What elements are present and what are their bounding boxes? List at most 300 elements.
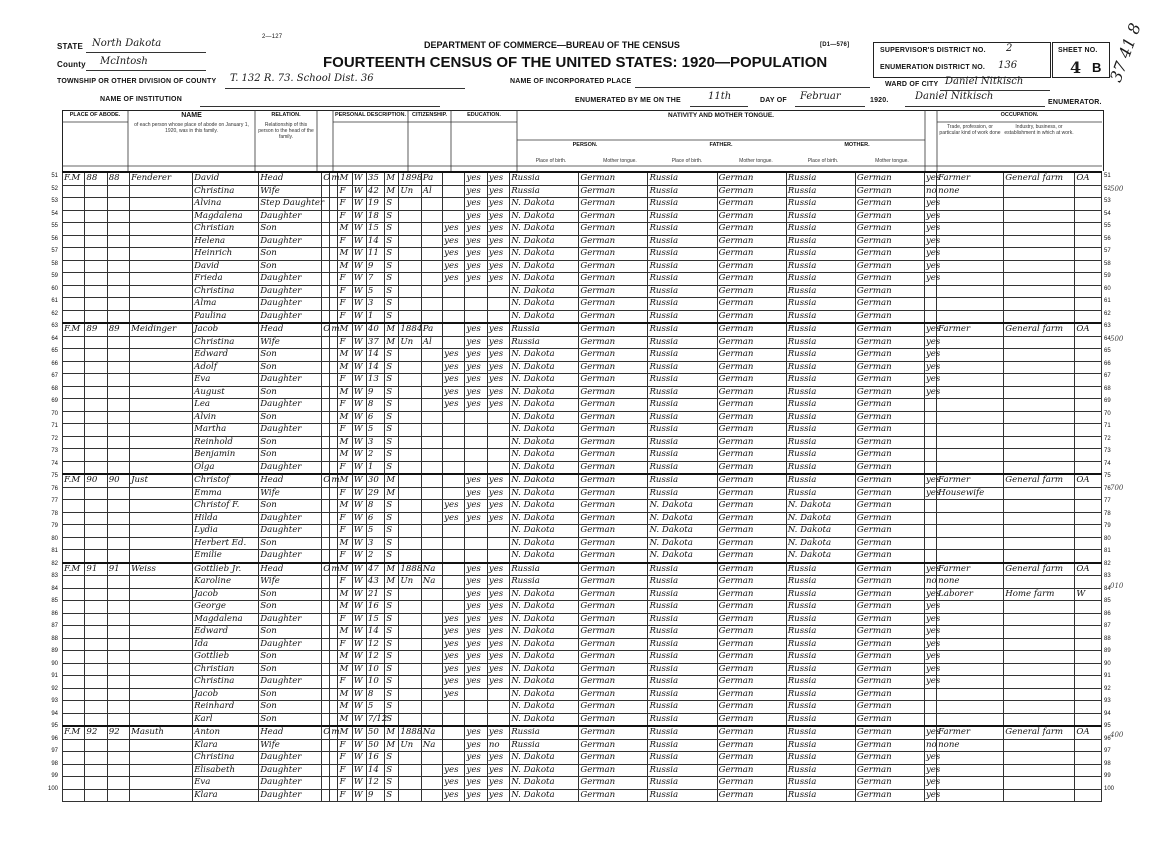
cell-fpob: Russia <box>648 701 717 714</box>
cell-ind: General farm <box>1004 726 1075 739</box>
cell-school <box>443 424 465 437</box>
cell-dwell <box>85 399 107 412</box>
cell-sex: M <box>338 500 352 513</box>
cell-mmt: German <box>855 663 924 676</box>
cell-mpob: N. Dakota <box>786 525 855 538</box>
cell-school <box>443 449 465 462</box>
cell-mar: S <box>385 298 399 311</box>
cell-mar: S <box>385 500 399 513</box>
cell-eng: yes <box>925 663 941 674</box>
cell-ind <box>1004 361 1075 374</box>
cell-mort <box>330 361 338 374</box>
cell-rel: Daughter <box>259 235 322 248</box>
cell-fpob: Russia <box>648 185 717 198</box>
cell-occ <box>937 512 1004 525</box>
cell-mort <box>330 349 338 362</box>
cell-mar: S <box>385 399 399 412</box>
line-number: 61 <box>51 298 58 304</box>
cell-nat <box>421 550 442 563</box>
cell-mt: German <box>579 726 648 739</box>
line-number-right: 75 <box>1104 473 1111 479</box>
cell-own <box>322 777 330 790</box>
cell-given: Jacob <box>193 323 259 336</box>
cell-nat <box>421 601 442 614</box>
cell-mar: S <box>385 777 399 790</box>
cell-school <box>443 198 465 211</box>
cell-eng <box>924 399 936 412</box>
cell-imm <box>399 461 421 474</box>
cell-street <box>63 461 85 474</box>
cell-race: W <box>352 172 366 185</box>
cell-age: 15 <box>366 613 384 626</box>
enumerated-label: ENUMERATED BY ME ON THE <box>575 97 681 104</box>
cell-sex: M <box>338 688 352 701</box>
cell-age: 5 <box>366 285 384 298</box>
cell-occ <box>937 550 1004 563</box>
cell-eng: yes <box>925 349 941 360</box>
cell-cls <box>1075 688 1102 701</box>
cell-write: yes <box>487 323 509 336</box>
cell-occ <box>937 298 1004 311</box>
cell-pob: Russia <box>510 563 579 576</box>
mother-header: MOTHER. <box>844 142 870 148</box>
cell-mort <box>330 601 338 614</box>
cell-dwell: 89 <box>85 323 107 336</box>
cell-pob: N. Dakota <box>510 248 579 261</box>
cell-race: W <box>352 298 366 311</box>
cell-cls <box>1075 764 1102 777</box>
cell-pob: N. Dakota <box>510 310 579 323</box>
cell-occ <box>937 399 1004 412</box>
cell-school: yes <box>443 399 465 412</box>
cell-write: yes <box>487 235 509 248</box>
cell-fmt: German <box>717 248 786 261</box>
cell-mt: German <box>579 537 648 550</box>
cell-mpob: Russia <box>786 701 855 714</box>
cell-fpob: Russia <box>648 449 717 462</box>
cell-street <box>63 550 85 563</box>
cell-mpob: Russia <box>786 752 855 765</box>
cell-own <box>322 676 330 689</box>
cell-imm <box>399 235 421 248</box>
cell-dwell <box>85 512 107 525</box>
cell-read: yes <box>465 500 487 513</box>
cell-sex: F <box>338 461 352 474</box>
line-number: 91 <box>51 673 58 679</box>
cell-imm <box>399 626 421 639</box>
cell-cls <box>1075 361 1102 374</box>
cell-fam <box>107 336 129 349</box>
line-number: 76 <box>51 485 58 492</box>
cell-imm <box>399 601 421 614</box>
cell-dwell <box>85 349 107 362</box>
cell-dwell <box>85 550 107 563</box>
cell-own <box>322 411 330 424</box>
cell-mort <box>330 550 338 563</box>
line-number-right: 77 <box>1104 498 1111 504</box>
cell-imm <box>399 777 421 790</box>
cell-cls <box>1075 235 1102 248</box>
cell-ind <box>1004 310 1075 323</box>
cell-given: Christina <box>193 676 259 689</box>
cell-school <box>443 474 465 487</box>
cell-mar: S <box>385 752 399 765</box>
corner-annotation: 37 41 8 <box>1106 20 1145 85</box>
cell-dwell: 91 <box>85 563 107 576</box>
cell-cls: OA <box>1075 563 1102 576</box>
cell-own <box>322 248 330 261</box>
line-number: 86 <box>51 610 58 617</box>
cell-eng: yes <box>925 198 941 209</box>
line-number: 93 <box>51 698 58 704</box>
cell-nat <box>421 525 442 538</box>
cell-mmt: German <box>855 576 924 589</box>
cell-rel: Daughter <box>259 525 322 538</box>
cell-write: yes <box>487 210 509 223</box>
cell-mort <box>330 461 338 474</box>
cell-fpob: Russia <box>648 172 717 185</box>
cell-mort <box>330 487 338 500</box>
cell-rel: Daughter <box>259 399 322 412</box>
cell-read <box>465 449 487 462</box>
cell-mar: S <box>385 386 399 399</box>
cell-fpob: Russia <box>648 285 717 298</box>
cell-fam <box>107 588 129 601</box>
cell-ind <box>1004 349 1075 362</box>
cell-fmt: German <box>717 273 786 286</box>
cell-mt: German <box>579 399 648 412</box>
cell-sex: F <box>338 487 352 500</box>
cell-age: 5 <box>366 525 384 538</box>
cell-occ <box>937 688 1004 701</box>
cell-surname <box>130 436 193 449</box>
cell-rel: Daughter <box>259 512 322 525</box>
cell-mt: German <box>579 789 648 802</box>
cell-mpob: Russia <box>786 474 855 487</box>
cell-mt: German <box>579 550 648 563</box>
line-number: 68 <box>51 385 58 392</box>
cell-nat <box>421 626 442 639</box>
cell-fpob: Russia <box>648 726 717 739</box>
cell-mpob: Russia <box>786 248 855 261</box>
cell-mmt: German <box>855 260 924 273</box>
cell-mmt: German <box>855 361 924 374</box>
cell-dwell <box>85 198 107 211</box>
relation-header: RELATION. <box>271 112 301 118</box>
cell-surname <box>130 550 193 563</box>
cell-mt: German <box>579 235 648 248</box>
cell-read <box>465 550 487 563</box>
education-header: EDUCATION. <box>467 112 501 118</box>
cell-fmt: German <box>717 676 786 689</box>
cell-occ <box>937 273 1004 286</box>
cell-street <box>63 424 85 437</box>
cell-age: 8 <box>366 500 384 513</box>
cell-fpob: Russia <box>648 210 717 223</box>
cell-rel: Daughter <box>259 777 322 790</box>
cell-given: Christina <box>193 185 259 198</box>
census-title: FOURTEENTH CENSUS OF THE UNITED STATES: 1920—POPULATION <box>323 54 828 71</box>
cell-cls <box>1075 626 1102 639</box>
cell-rel: Head <box>259 323 322 336</box>
cell-read: yes <box>465 487 487 500</box>
cell-rel: Son <box>259 537 322 550</box>
cell-race: W <box>352 764 366 777</box>
cell-mt: German <box>579 374 648 387</box>
cell-own <box>322 500 330 513</box>
cell-pob: N. Dakota <box>510 601 579 614</box>
line-number: 81 <box>51 548 58 554</box>
cell-imm <box>399 550 421 563</box>
cell-mort <box>330 512 338 525</box>
cell-cls <box>1075 273 1102 286</box>
table-row <box>63 411 1102 424</box>
cell-nat <box>421 285 442 298</box>
cell-imm <box>399 424 421 437</box>
cell-imm <box>399 638 421 651</box>
cell-read <box>465 537 487 550</box>
cell-imm: 1888 <box>400 727 423 738</box>
cell-fmt: German <box>717 474 786 487</box>
cell-mort <box>330 626 338 639</box>
cell-mort <box>330 273 338 286</box>
cell-mt: German <box>579 298 648 311</box>
cell-ind <box>1004 688 1075 701</box>
cell-cls <box>1075 210 1102 223</box>
cell-mort <box>330 676 338 689</box>
cell-own <box>322 613 330 626</box>
cell-nat <box>421 436 442 449</box>
table-row <box>63 336 1102 349</box>
cell-ind <box>1004 436 1075 449</box>
cell-mpob: Russia <box>786 638 855 651</box>
trade-header: Trade, profession, or particular kind of work done <box>939 124 1001 136</box>
cell-mt: German <box>579 248 648 261</box>
cell-street <box>63 248 85 261</box>
cell-mpob: Russia <box>786 576 855 589</box>
cell-race: W <box>352 223 366 236</box>
cell-mpob: Russia <box>786 386 855 399</box>
cell-pob: N. Dakota <box>510 298 579 311</box>
cell-rel: Wife <box>259 739 322 752</box>
cell-fpob: Russia <box>648 399 717 412</box>
cell-occ <box>937 461 1004 474</box>
cell-dwell <box>85 223 107 236</box>
cell-age: 5 <box>366 701 384 714</box>
cell-own: O <box>323 173 331 184</box>
line-number-right: 67 <box>1104 373 1111 379</box>
cell-mort <box>330 638 338 651</box>
table-row <box>63 525 1102 538</box>
cell-school <box>443 411 465 424</box>
cell-school: yes <box>443 789 465 802</box>
cell-nat <box>421 789 442 802</box>
cell-given: Christina <box>193 752 259 765</box>
cell-cls: OA <box>1075 726 1102 739</box>
cell-dwell <box>85 436 107 449</box>
personal-header: PERSONAL DESCRIPTION. <box>334 112 407 118</box>
cell-cls <box>1075 336 1102 349</box>
cell-cls <box>1075 601 1102 614</box>
cell-fmt: German <box>717 336 786 349</box>
cell-race: W <box>352 739 366 752</box>
cell-fmt: German <box>717 198 786 211</box>
line-number-right: 85 <box>1104 598 1111 604</box>
cell-write: yes <box>487 663 509 676</box>
cell-mpob: Russia <box>786 613 855 626</box>
cell-age: 10 <box>366 676 384 689</box>
edge-note: 700 <box>1110 484 1124 492</box>
cell-write: yes <box>487 777 509 790</box>
cell-eng <box>924 298 936 311</box>
line-number: 64 <box>51 335 58 342</box>
cell-given: Emilie <box>193 550 259 563</box>
cell-own <box>322 461 330 474</box>
line-number-right: 81 <box>1104 548 1111 554</box>
cell-mmt: German <box>855 588 924 601</box>
cell-ind: General farm <box>1004 563 1075 576</box>
table-row <box>63 777 1102 790</box>
cell-mort <box>330 713 338 726</box>
cell-read: yes <box>465 323 487 336</box>
cell-mmt: German <box>855 399 924 412</box>
cell-age: 3 <box>366 537 384 550</box>
cell-fam <box>107 210 129 223</box>
cell-eng <box>924 285 936 298</box>
cell-mmt: German <box>855 777 924 790</box>
cell-eng <box>924 500 936 513</box>
cell-write <box>487 310 509 323</box>
cell-own <box>322 651 330 664</box>
cell-own <box>322 374 330 387</box>
cell-sex: F <box>338 638 352 651</box>
cell-fam <box>107 223 129 236</box>
cell-fam <box>107 487 129 500</box>
line-number-right: 69 <box>1104 398 1111 404</box>
cell-sex: M <box>338 349 352 362</box>
cell-mar: M <box>385 474 399 487</box>
cell-race: W <box>352 701 366 714</box>
cell-write: yes <box>487 752 509 765</box>
cell-nat <box>421 210 442 223</box>
cell-ind <box>1004 512 1075 525</box>
cell-occ: none <box>937 739 1004 752</box>
cell-ind <box>1004 273 1075 286</box>
cell-race: W <box>352 588 366 601</box>
cell-mt: German <box>579 764 648 777</box>
line-number: 97 <box>51 748 58 754</box>
cell-dwell <box>85 411 107 424</box>
cell-race: W <box>352 424 366 437</box>
cell-fmt: German <box>717 651 786 664</box>
table-row <box>63 198 1102 211</box>
cell-mort <box>330 701 338 714</box>
cell-eng <box>924 436 936 449</box>
table-row <box>63 789 1102 802</box>
line-number: 89 <box>51 648 58 654</box>
cell-fpob: Russia <box>648 260 717 273</box>
cell-own <box>322 399 330 412</box>
cell-read: yes <box>465 374 487 387</box>
cell-surname: Meidinger <box>130 323 193 336</box>
cell-ind <box>1004 449 1075 462</box>
cell-cls <box>1075 537 1102 550</box>
cell-pob: N. Dakota <box>510 512 579 525</box>
cell-race: W <box>352 374 366 387</box>
table-row <box>63 752 1102 765</box>
cell-fam <box>107 525 129 538</box>
cell-cls <box>1075 198 1102 211</box>
cell-mmt: German <box>855 185 924 198</box>
cell-cls <box>1075 223 1102 236</box>
cell-dwell <box>85 298 107 311</box>
cell-mar: S <box>385 764 399 777</box>
cell-fpob: Russia <box>648 298 717 311</box>
cell-sex: F <box>338 310 352 323</box>
cell-eng: yes <box>925 324 941 335</box>
cell-occ <box>937 651 1004 664</box>
line-number: 70 <box>51 410 58 417</box>
cell-ind <box>1004 461 1075 474</box>
cell-occ <box>937 411 1004 424</box>
cell-pob: N. Dakota <box>510 411 579 424</box>
cell-mmt: German <box>855 601 924 614</box>
cell-rel: Son <box>259 449 322 462</box>
cell-occ <box>937 752 1004 765</box>
cell-nat: Pa <box>421 172 442 185</box>
cell-mpob: Russia <box>786 713 855 726</box>
table-row <box>63 474 1102 487</box>
cell-pob: N. Dakota <box>510 474 579 487</box>
cell-write: yes <box>487 260 509 273</box>
cell-write <box>487 411 509 424</box>
line-number: 58 <box>51 260 58 267</box>
enumerator-signature: Daniel Nitkisch <box>915 91 994 102</box>
cell-eng: yes <box>925 210 941 221</box>
cell-read: yes <box>465 336 487 349</box>
cell-sex: M <box>338 260 352 273</box>
cell-nat <box>421 260 442 273</box>
cell-school <box>443 336 465 349</box>
cell-fam <box>107 298 129 311</box>
cell-mort <box>330 525 338 538</box>
cell-write: yes <box>487 198 509 211</box>
line-number-right: 65 <box>1104 348 1111 354</box>
cell-nat <box>421 688 442 701</box>
cell-nat <box>421 235 442 248</box>
cell-fmt: German <box>717 185 786 198</box>
line-number-right: 78 <box>1104 510 1111 517</box>
cell-rel: Head <box>259 726 322 739</box>
cell-ind <box>1004 260 1075 273</box>
cell-sex: F <box>338 613 352 626</box>
cell-imm: Un <box>399 576 421 589</box>
cell-street <box>63 537 85 550</box>
cell-write <box>487 285 509 298</box>
state-label: STATE <box>57 42 84 51</box>
cell-own <box>322 576 330 589</box>
line-number: 88 <box>51 635 58 642</box>
cell-imm: Un <box>399 739 421 752</box>
cell-mt: German <box>579 273 648 286</box>
cell-given: Eva <box>193 777 259 790</box>
cell-nat <box>421 248 442 261</box>
cell-write: yes <box>487 399 509 412</box>
cell-cls <box>1075 285 1102 298</box>
cell-age: 12 <box>366 638 384 651</box>
sheet-label: SHEET NO. <box>1058 47 1098 54</box>
line-number-right: 88 <box>1104 635 1111 642</box>
